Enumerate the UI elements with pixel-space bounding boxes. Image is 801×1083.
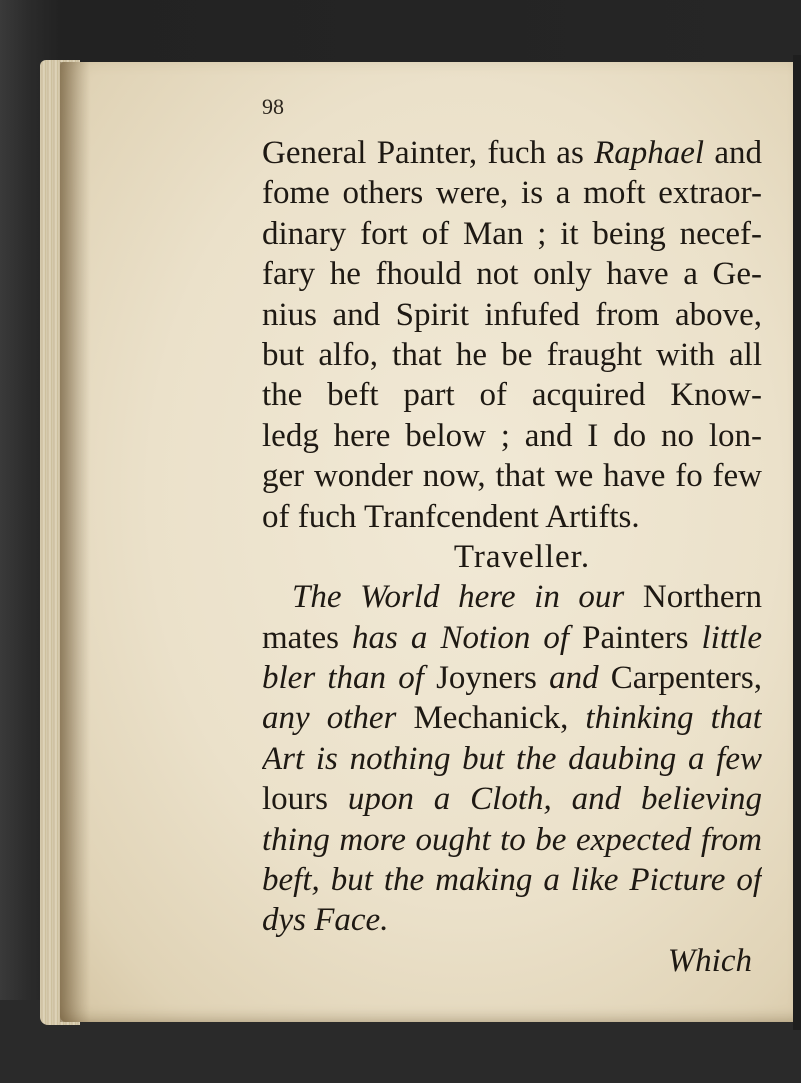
text-segment: Carpenters, — [610, 660, 762, 697]
text-segment: ger wonder now, that we have fo few — [262, 458, 762, 495]
text-line — [262, 173, 762, 213]
text-segment: General Painter, fuch as — [262, 135, 595, 171]
text-segment: little — [701, 619, 762, 656]
text-segment: Mechanick, — [413, 700, 586, 737]
text-segment: and — [704, 135, 762, 171]
text-line — [262, 618, 762, 658]
text-segment: dys Face. — [262, 902, 389, 939]
catchword-line — [262, 941, 762, 981]
text-line — [262, 335, 762, 375]
text-segment: and — [549, 660, 611, 697]
text-segment: has a Notion of — [352, 619, 583, 656]
catchword: Which — [667, 942, 752, 979]
text-line — [262, 416, 762, 456]
text-segment: bler than of — [262, 660, 437, 697]
text-segment: dinary fort of Man ; it being necef- — [262, 215, 762, 252]
text-segment: Traveller. — [453, 538, 591, 575]
text-line — [262, 295, 762, 335]
text-segment: beft, but the making a like Picture of — [262, 862, 762, 899]
text-segment: thinking that — [585, 700, 762, 737]
text-segment: fary he fhould not only have a Ge- — [262, 256, 762, 293]
text-line — [262, 900, 762, 940]
text-segment: Painters — [582, 619, 702, 656]
text-segment: Raphael — [594, 135, 705, 171]
text-line — [262, 779, 762, 819]
text-segment: any other — [262, 700, 414, 737]
text-segment: fome others were, is a moft extraor- — [262, 175, 762, 212]
text-segment: the beft part of acquired Know- — [262, 377, 762, 414]
text-segment: Joyners — [436, 660, 550, 697]
text-segment: thing more ought to be expected from — [262, 821, 762, 858]
right-edge — [793, 55, 801, 1030]
page-number: 98 — [262, 94, 284, 119]
text-line — [262, 537, 762, 577]
text-line — [262, 133, 762, 173]
text-line — [262, 820, 762, 860]
text-segment: Northern — [642, 579, 762, 616]
text-line — [262, 375, 762, 415]
text-segment: nius and Spirit infufed from above, — [262, 296, 762, 333]
text-line — [262, 214, 762, 254]
page-text — [262, 133, 762, 981]
text-line — [262, 658, 762, 698]
text-segment: Art is nothing but the daubing a few — [262, 740, 762, 777]
text-line — [262, 698, 762, 738]
text-segment: upon a Cloth, and believing — [347, 781, 762, 818]
text-segment: but alfo, that he be fraught with all — [262, 336, 762, 373]
text-line — [262, 577, 762, 617]
text-segment: The World here in our — [292, 579, 643, 616]
text-line — [262, 739, 762, 779]
text-line — [262, 456, 762, 496]
text-line — [262, 254, 762, 294]
text-segment: lours — [262, 781, 348, 818]
gutter-shadow — [60, 62, 90, 1022]
text-line — [262, 860, 762, 900]
text-segment: of fuch Tranfcendent Artifts. — [262, 498, 640, 535]
text-segment: ledg here below ; and I do no lon- — [262, 417, 762, 454]
text-line — [262, 497, 762, 537]
text-segment: mates — [262, 619, 353, 656]
